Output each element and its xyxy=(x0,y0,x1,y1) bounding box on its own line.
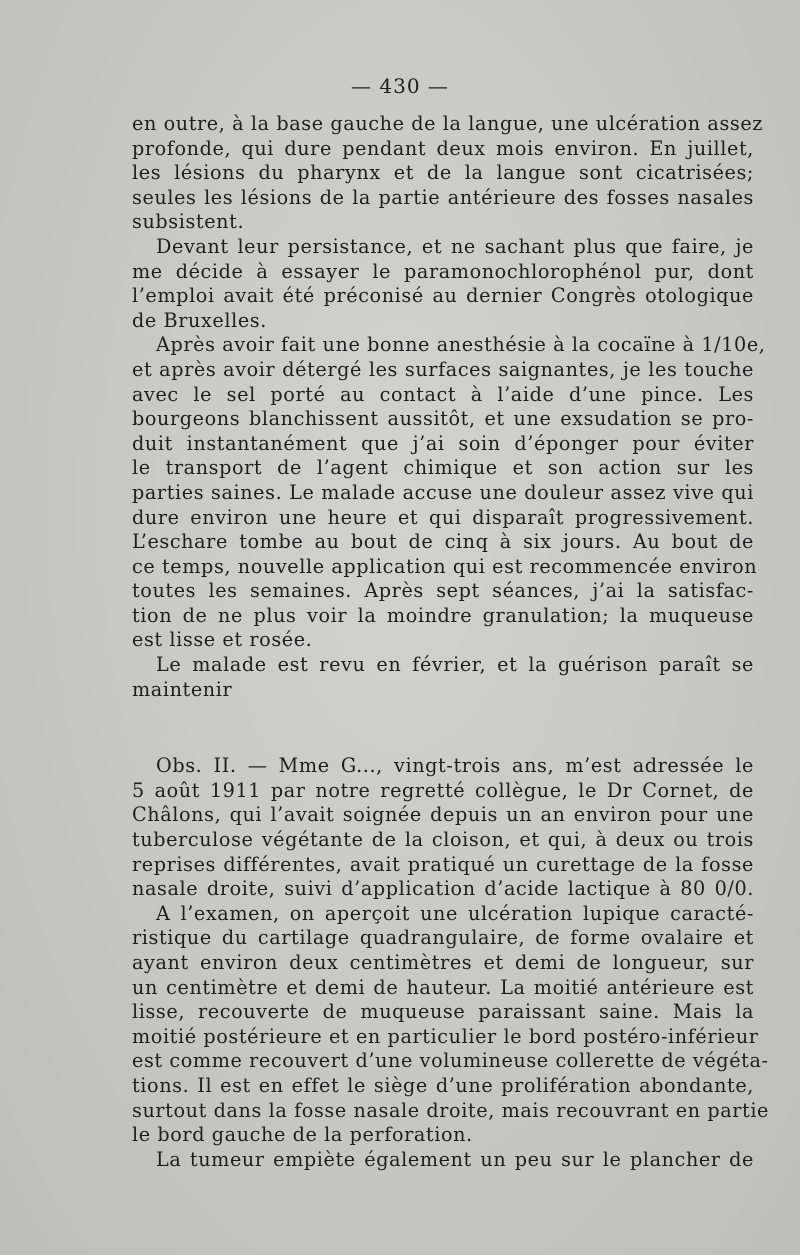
text-line: moitié postérieure et en particulier le bord postéro-inférieur xyxy=(132,1024,759,1048)
text-line: profonde, qui dure pendant deux mois environ. En juillet, xyxy=(132,136,754,160)
text-line: Châlons, qui l’avait soignée depuis un an environ pour une xyxy=(132,803,754,827)
paragraph-6 xyxy=(132,901,770,1148)
text-line: l’emploi avait été préconisé au dernier Congrès otologique xyxy=(132,284,754,308)
text-line: Après avoir fait une bonne anesthésie à la cocaïne à 1/10e, xyxy=(156,333,766,357)
text-line: ce temps, nouvelle application qui est recommencée environ xyxy=(132,554,758,578)
text-line: parties saines. Le malade accuse une douleur assez vive qui xyxy=(132,480,754,504)
text-line: subsistent. xyxy=(132,210,245,234)
text-line: ristique du cartilage quadrangulaire, de forme ovalaire et xyxy=(132,926,754,950)
text-line: tions. Il est en effet le siège d’une prolifération abondante, xyxy=(132,1073,754,1097)
text-line: de Bruxelles. xyxy=(132,308,267,332)
body-text xyxy=(132,112,770,1172)
section-gap xyxy=(132,702,754,754)
text-line: seules les lésions de la partie antérieure des fosses nasales xyxy=(132,185,754,209)
text-line: bourgeons blanchissent aussitôt, et une exsudation se pro- xyxy=(132,407,754,431)
text-line: Obs. II. — Mme G..., vingt-trois ans, m’est adressée le xyxy=(156,754,754,778)
paragraph-1 xyxy=(132,112,763,235)
text-line: reprises différentes, avait pratiqué un curettage de la fosse xyxy=(132,852,754,876)
text-line: est comme recouvert d’une volumineuse collerette de végéta- xyxy=(132,1049,769,1073)
text-line: un centimètre et demi de hauteur. La moitié antérieure est xyxy=(132,975,754,999)
text-line: en outre, à la base gauche de la langue, une ulcération assez xyxy=(132,112,763,135)
text-line: surtout dans la fosse nasale droite, mais recouvrant en partie xyxy=(132,1098,770,1122)
text-line: ayant environ deux centimètres et demi de longueur, sur xyxy=(132,951,754,974)
text-line: toutes les semaines. Après sept séances, j’ai la satisfac- xyxy=(132,579,754,603)
text-line: dure environ une heure et qui disparaît progressivement. xyxy=(132,505,754,529)
text-line: le transport de l’agent chimique et son action sur les xyxy=(132,456,754,480)
paragraph-obs-2 xyxy=(132,754,754,902)
text-line: A l’examen, on aperçoit une ulcération lupique caracté- xyxy=(156,901,754,925)
text-line: maintenir xyxy=(132,677,233,701)
page-number: — 430 — xyxy=(351,74,449,98)
paragraph-3 xyxy=(132,333,766,653)
text-line: les lésions du pharynx et de la langue sont cicatrisées; xyxy=(132,161,754,185)
text-line: nasale droite, suivi d’application d’acide lactique à 80 0/0. xyxy=(132,877,754,901)
paragraph-2 xyxy=(132,235,754,333)
paragraph-4 xyxy=(132,653,754,702)
text-line: Le malade est revu en février, et la guérison paraît se xyxy=(156,653,754,677)
text-line: et après avoir détergé les surfaces saignantes, je les touche xyxy=(132,357,754,381)
text-line: Devant leur persistance, et ne sachant plus que faire, je xyxy=(156,234,754,258)
text-line: avec le sel porté au contact à l’aide d’une pince. Les xyxy=(132,382,754,406)
text-line: L’eschare tombe au bout de cinq à six jours. Au bout de xyxy=(132,530,754,554)
text-line: le bord gauche de la perforation. xyxy=(132,1123,473,1147)
paragraph-7 xyxy=(132,1148,754,1173)
text-line: La tumeur empiète également un peu sur le plancher de xyxy=(156,1147,754,1171)
text-line: 5 août 1911 par notre regretté collègue, le Dr Cornet, de xyxy=(132,778,754,802)
text-line: lisse, recouverte de muqueuse paraissant saine. Mais la xyxy=(132,1000,754,1024)
text-line: duit instantanément que j’ai soin d’éponger pour éviter xyxy=(132,431,754,455)
text-line: tion de ne plus voir la moindre granulation; la muqueuse xyxy=(132,603,754,627)
text-line: tuberculose végétante de la cloison, et qui, à deux ou trois xyxy=(132,828,754,852)
text-line: est lisse et rosée. xyxy=(132,628,313,652)
text-line: me décide à essayer le paramonochlorophénol pur, dont xyxy=(132,259,754,283)
